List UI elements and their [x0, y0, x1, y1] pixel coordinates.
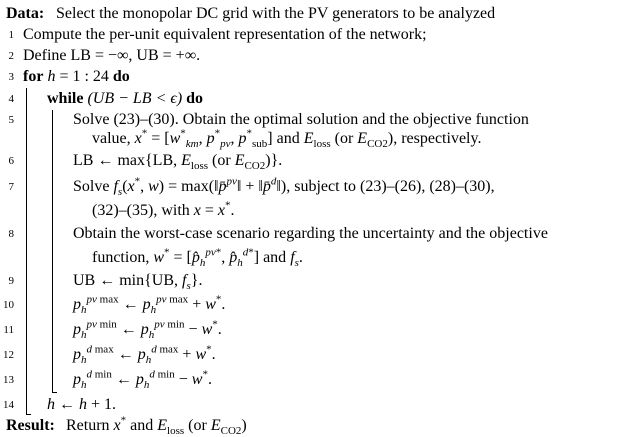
line-text: value, $x^* = [w^*_{km}$, $p^*_{pv}$, $p^*_{sub}$] and $E_{loss}$ (or $E_{CO2}$), respectively. — [92, 127, 482, 151]
line-text: UB ← min{UB, $f_s$}. — [73, 272, 203, 293]
while-block-rule — [52, 110, 53, 392]
line-text: Define LB = −∞, UB = +∞. — [23, 47, 201, 64]
line-number: 4 — [8, 93, 14, 105]
result-label: Result: — [6, 417, 55, 434]
line-number: 11 — [3, 324, 14, 336]
line-text: $p_h^{pv max}$ ← $p_h^{pv max} + w^*$. — [73, 293, 226, 317]
line-number: 3 — [8, 71, 14, 83]
line-number: 8 — [8, 228, 14, 240]
result-text: Return x* and $E_{loss}$ (or $E_{CO2}$) — [66, 414, 247, 437]
line-text: LB ← max{LB, $E_{loss}$ (or $E_{CO2}$)}. — [73, 152, 283, 173]
line-text: Solve $f_s(x^*$, w) = max(‖p̄$^{pv}$‖ + ‖p̄$^d$‖), subject to (23)–(26), (28)–(30), — [73, 175, 495, 199]
line-text: h ← h + 1. — [47, 396, 117, 413]
line-text: $p_h^{pv min}$ ← $p_h^{pv min} - w^*$. — [73, 318, 222, 342]
line-text: $p_h^{d min}$ ← $p_h^{d min} - w^*$. — [73, 368, 212, 392]
line-number: 14 — [3, 399, 14, 411]
line-text: Compute the per-unit equivalent representation of the network; — [23, 26, 427, 43]
line-number: 7 — [8, 181, 14, 193]
line-text: (32)–(35), with x = x*. — [92, 199, 235, 219]
line-number: 1 — [8, 29, 14, 41]
data-text: Select the monopolar DC grid with the PV generators to be analyzed — [56, 5, 496, 22]
for-block-rule — [26, 88, 27, 414]
line-text: function, $w^* = [p̂_h^{pv*}$, $p̂_h^{d*}$] and $f_s$. — [92, 246, 303, 270]
line-number: 2 — [8, 50, 14, 62]
line-text: $p_h^{d max}$ ← $p_h^{d max} + w^*$. — [73, 343, 216, 367]
line-text: while (UB − LB < ϵ) do — [47, 90, 204, 107]
data-label: Data: — [6, 5, 45, 22]
for-block-rule-foot — [26, 414, 31, 415]
line-number: 12 — [3, 349, 14, 361]
line-number: 10 — [3, 299, 14, 311]
line-text: for h = 1 : 24 do — [23, 68, 130, 85]
line-number: 9 — [8, 275, 14, 287]
line-number: 13 — [3, 374, 14, 386]
while-block-rule-foot — [52, 392, 57, 393]
line-text: Solve (23)–(30). Obtain the optimal solution and the objective function — [73, 111, 529, 128]
line-text: Obtain the worst-case scenario regarding the uncertainty and the objective — [73, 225, 548, 242]
line-number: 5 — [8, 114, 14, 126]
line-number: 6 — [8, 155, 14, 167]
